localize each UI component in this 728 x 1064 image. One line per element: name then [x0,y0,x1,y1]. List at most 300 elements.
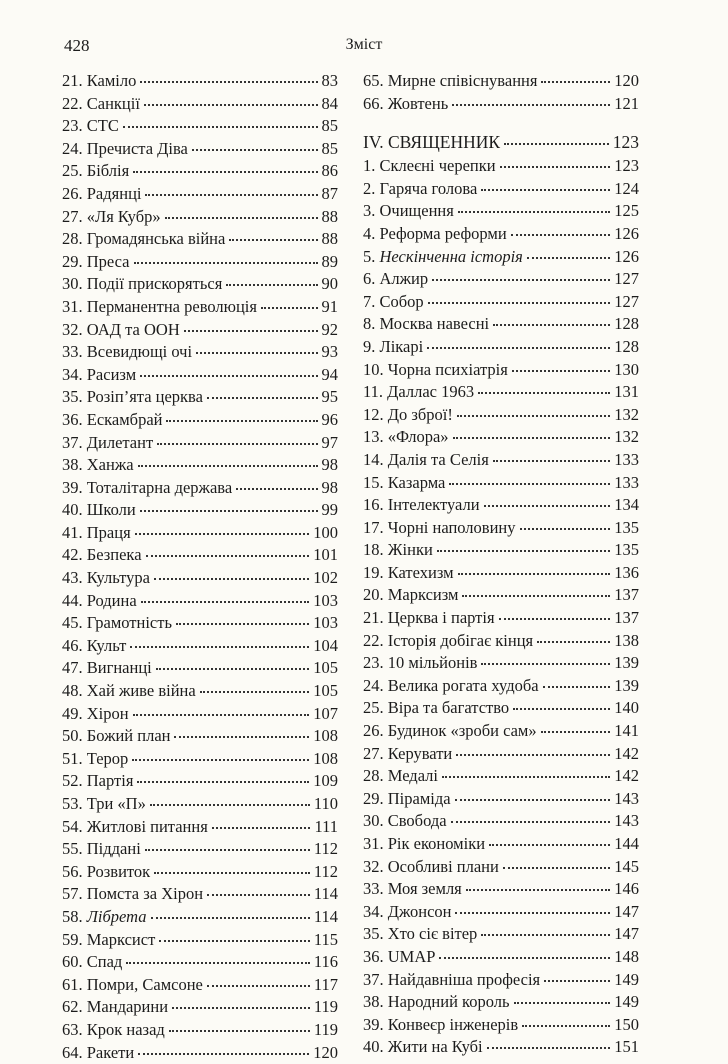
toc-entry [363,991,639,1014]
dot-leader [527,256,610,259]
dot-leader [439,956,610,959]
dot-leader [458,210,610,213]
dot-leader [144,103,318,106]
toc-entry [62,409,338,432]
entry-page: 140 [614,698,639,718]
dot-leader [481,933,610,936]
toc-entry [62,138,338,161]
italic-title-part: Нескінченна історія [379,246,523,266]
entry-page: 98 [321,477,338,497]
dot-leader [159,939,310,942]
dot-leader [138,1052,309,1055]
dot-leader [154,871,310,874]
dot-leader [432,278,610,281]
entry-page: 116 [313,952,338,972]
toc-entry [363,765,639,788]
dot-leader [458,572,611,575]
toc-entry [62,341,338,364]
dot-leader [537,640,610,643]
dot-leader [141,600,310,603]
dot-leader [520,527,611,530]
entry-title: 56. Розвиток [62,861,151,881]
dot-leader [169,1029,310,1032]
dot-leader [493,459,610,462]
toc-entry [62,544,338,567]
entry-page: 108 [313,726,338,746]
entry-title: 61. Помри, Самсоне [62,974,203,994]
entry-page: 109 [313,771,338,791]
entry-title: 29. Преса [62,251,130,271]
entry-page: 131 [614,382,639,402]
entry-page: 103 [313,590,338,610]
entry-title: 2. Гаряча голова [363,178,478,198]
entry-page: 99 [321,500,338,520]
entry-page: 143 [614,811,639,831]
entry-title: 40. Школи [62,500,136,520]
dot-leader [455,911,610,914]
dot-leader [196,351,317,354]
dot-leader [466,888,610,891]
dot-leader [123,125,318,128]
dot-leader [132,758,309,761]
dot-leader [428,301,611,304]
entry-title: 33. Моя земля [363,879,462,899]
entry-page: 127 [614,291,639,311]
entry-page: 141 [614,721,639,741]
toc-entry [62,906,338,929]
entry-title: 27. Керувати [363,743,453,763]
dot-leader [229,238,317,241]
entry-page: 137 [614,585,639,605]
toc-entry [62,70,338,93]
toc-entry [363,494,639,517]
entry-page: 139 [614,675,639,695]
toc-column-left [62,70,338,1064]
toc-entry [363,472,639,495]
dot-leader [134,261,318,264]
entry-title: 49. Хірон [62,703,129,723]
dot-leader [457,414,610,417]
entry-title: 4. Реформа реформи [363,223,507,243]
toc-entry [363,426,639,449]
entry-page: 115 [313,929,338,949]
toc-entry [62,725,338,748]
entry-page: 84 [321,93,338,113]
toc-entry [363,539,639,562]
running-title: Зміст [345,36,383,53]
toc-entry [363,359,639,382]
toc-entry [363,901,639,924]
entry-title: 14. Далія та Селія [363,449,489,469]
entry-page: 88 [321,229,338,249]
dot-leader [513,707,610,710]
entry-title: 58. Лібрета [62,906,147,926]
entry-title: 35. Хто сіє вітер [363,924,478,944]
entry-title: 26. Радянці [62,183,142,203]
entry-page: 135 [614,517,639,537]
toc-entry [363,449,639,472]
entry-page: 112 [313,839,338,859]
entry-page: 112 [313,861,338,881]
toc-entry [62,635,338,658]
entry-title: 23. 10 мільйонів [363,653,478,673]
dot-leader [138,464,318,467]
entry-page: 128 [614,314,639,334]
entry-title: 18. Жінки [363,540,433,560]
entry-title: 34. Расизм [62,364,137,384]
toc-entry [62,228,338,251]
entry-page: 125 [614,201,639,221]
dot-leader [512,369,610,372]
toc-entry [363,969,639,992]
entry-page: 130 [614,359,639,379]
entry-page: 144 [614,834,639,853]
dot-leader [166,419,317,422]
dot-leader [146,554,310,557]
entry-title: 17. Чорні наполовину [363,517,516,537]
toc-entry [363,246,639,269]
entry-title: 29. Піраміда [363,788,451,808]
entry-page: 104 [313,635,338,655]
dot-leader [427,346,610,349]
toc-entry [363,313,639,336]
toc-entry [62,160,338,183]
toc-entry [62,1019,338,1042]
dot-leader [261,306,318,309]
entry-title: 64. Ракети [62,1042,135,1062]
entry-title: 28. Громадянська війна [62,229,226,249]
entry-page: 94 [321,364,338,384]
entry-title: 33. Всевидющі очі [62,342,193,362]
dot-leader [451,820,611,823]
dot-leader [478,391,610,394]
dot-leader [174,735,309,738]
entry-title: 24. Велика рогата худоба [363,675,539,695]
toc-entry [363,381,639,404]
toc-entry [62,296,338,319]
entry-page: 121 [614,93,639,113]
toc-entry [363,291,639,314]
toc-entry [62,115,338,138]
entry-title: 65. Мирне співіснування [363,71,538,90]
dot-leader [165,216,318,219]
toc-entry [62,680,338,703]
dot-leader [456,753,610,756]
dot-leader [437,549,610,552]
toc-entry [62,93,338,116]
dot-leader [453,436,611,439]
toc-entry [62,838,338,861]
dot-leader [442,775,610,778]
entry-page: 89 [321,251,338,271]
dot-leader [137,780,309,783]
toc-entry [363,946,639,969]
entry-page: 100 [313,522,338,542]
dot-leader [503,866,610,869]
entry-title: 5. Нескінченна історія [363,246,523,266]
entry-title: 30. Події прискоряться [62,274,223,294]
entry-title: 15. Казарма [363,472,446,492]
entry-title: 66. Жовтень [363,93,449,113]
toc-entry [363,200,639,223]
toc-entry [62,657,338,680]
dot-leader [140,509,318,512]
toc-entry [62,319,338,342]
entry-page: 119 [313,1019,338,1039]
toc-entry [363,1014,639,1037]
entry-title: 27. «Ля Кубр» [62,206,161,226]
entry-title: 6. Алжир [363,269,429,289]
entry-page: 103 [313,613,338,633]
dot-leader [541,730,611,733]
toc-entry [62,1042,338,1064]
entry-page: 97 [321,432,338,452]
toc-entry [62,770,338,793]
entry-page: 126 [614,223,639,243]
entry-title: 51. Терор [62,748,129,768]
dot-leader [514,1001,611,1004]
toc-right-top-group [363,70,639,115]
entry-title: 11. Даллас 1963 [363,382,475,402]
toc-entry [62,951,338,974]
entry-title: 31. Рік економіки [363,834,486,853]
entry-title: 43. Культура [62,568,150,588]
entry-title: 63. Крок назад [62,1019,165,1039]
toc-entry [62,432,338,455]
dot-leader [449,482,610,485]
dot-leader [541,80,610,83]
dot-leader [135,532,310,535]
entry-title: 36. UMAP [363,946,436,966]
entry-page: 120 [313,1042,338,1062]
entry-page: 93 [321,342,338,362]
entry-title: 32. Особливі плани [363,856,499,876]
toc-entry [363,856,639,879]
dot-leader [130,645,309,648]
entry-page: 114 [313,906,338,926]
dot-leader [236,487,317,490]
entry-title: 42. Безпека [62,545,142,565]
toc-entry [363,223,639,246]
entry-page: 96 [321,409,338,429]
entry-page: 145 [614,856,639,876]
entry-page: 85 [321,138,338,158]
entry-page: 148 [614,946,639,966]
toc-entry [363,336,639,359]
toc-entry [363,562,639,585]
entry-page: 134 [614,495,639,515]
entry-page: 87 [321,183,338,203]
italic-title-part: Лібрета [86,906,147,926]
entry-page: 101 [313,545,338,565]
entry-page: 120 [614,71,639,90]
toc-entry [62,567,338,590]
entry-title: 38. Ханжа [62,455,134,475]
toc-entry [62,816,338,839]
dot-leader [207,396,318,399]
entry-page: 139 [614,653,639,673]
entry-title: 38. Народний король [363,992,510,1012]
toc-entry [62,861,338,884]
dot-leader [481,662,610,665]
dot-leader [176,622,309,625]
page-number: 428 [64,36,90,55]
dot-leader [126,961,310,964]
entry-title: 26. Будинок «зроби сам» [363,721,537,741]
entry-title: 7. Собор [363,291,424,311]
entry-title: 36. Ескамбрай [62,409,163,429]
entry-page: 105 [313,658,338,678]
dot-leader [184,329,318,332]
entry-title: 28. Медалі [363,766,438,786]
entry-page: 92 [321,319,338,339]
toc-entry [62,522,338,545]
dot-leader [151,916,310,919]
toc-entry [62,273,338,296]
toc-entry [62,499,338,522]
dot-leader [145,848,310,851]
toc-entry [363,720,639,743]
toc-entry [363,788,639,811]
entry-title: 21. Церква і партія [363,608,495,628]
entry-title: 19. Катехизм [363,562,454,582]
entry-page: 135 [614,540,639,560]
dot-leader [133,713,310,716]
entry-page: 88 [321,206,338,226]
toc-entry [62,386,338,409]
entry-page: 117 [313,974,338,994]
dot-leader [481,188,610,191]
entry-title: 25. Віра та багатство [363,698,510,718]
toc-entry [363,878,639,901]
entry-title: 13. «Флора» [363,427,449,447]
toc-entry [363,630,639,653]
entry-page: 132 [614,427,639,447]
dot-leader [192,148,318,151]
toc-entry [62,929,338,952]
entry-title: 12. До зброї! [363,404,453,424]
toc-entry [363,70,639,93]
entry-page: 136 [614,562,639,582]
entry-title: 62. Мандарини [62,997,169,1017]
dot-leader [511,233,611,236]
entry-page: 111 [314,816,338,836]
entry-title: 10. Чорна психіатрія [363,359,508,379]
entry-page: 147 [614,901,639,921]
entry-page: 90 [321,274,338,294]
toc-entry [363,268,639,291]
toc-entry [62,206,338,229]
entry-page: 132 [614,404,639,424]
entry-title: 23. СТС [62,116,119,136]
entry-page: 150 [614,1014,639,1034]
dot-leader [157,442,317,445]
entry-page: 85 [321,116,338,136]
entry-page: 133 [614,449,639,469]
toc-right-list [363,155,639,1059]
toc-entry [363,833,639,856]
toc-entry [363,810,639,833]
entry-title: 20. Марксизм [363,585,459,605]
dot-leader [544,979,610,982]
entry-page: 149 [614,969,639,989]
toc-entry [363,584,639,607]
toc-entry [363,178,639,201]
toc-entry [363,652,639,675]
entry-page: 102 [313,568,338,588]
entry-title: 39. Конвеєр інженерів [363,1014,519,1034]
toc-entry [62,883,338,906]
entry-page: 123 [614,156,639,176]
entry-title: 39. Тоталітарна держава [62,477,233,497]
toc-entry [62,477,338,500]
toc-entry [363,517,639,540]
toc-entry [363,404,639,427]
entry-page: 107 [313,703,338,723]
toc-entry [62,703,338,726]
entry-page: 147 [614,924,639,944]
entry-page: 105 [313,681,338,701]
entry-page: 137 [614,608,639,628]
entry-title: 37. Найдавніша професія [363,969,541,989]
entry-title: 9. Лікарі [363,336,424,356]
entry-page: 133 [614,472,639,492]
entry-page: 114 [313,884,338,904]
dot-leader [504,142,609,145]
entry-page: 95 [321,387,338,407]
entry-page: 119 [313,997,338,1017]
toc-entry [363,155,639,178]
dot-leader [484,504,611,507]
entry-page: 127 [614,269,639,289]
part-title: IV. СВЯЩЕННИК [363,132,501,153]
entry-title: 37. Дилетант [62,432,154,452]
toc-entry [363,93,639,116]
page-header [64,36,664,60]
entry-title: 52. Партія [62,771,134,791]
dot-leader [499,617,611,620]
entry-page: 138 [614,630,639,650]
dot-leader [487,1046,611,1049]
dot-leader [207,893,310,896]
entry-page: 128 [614,336,639,356]
dot-leader [154,577,309,580]
dot-leader [150,803,310,806]
dot-leader [140,80,317,83]
toc-entry [62,251,338,274]
dot-leader [522,1024,610,1027]
entry-title: 59. Марксист [62,929,156,949]
entry-page: 110 [313,794,338,813]
toc-entry [62,183,338,206]
entry-page: 91 [321,296,338,316]
entry-page: 86 [321,161,338,181]
entry-title: 55. Піддані [62,839,141,859]
dot-leader [207,984,310,987]
dot-leader [543,685,611,688]
part-page: 123 [612,132,639,153]
entry-title: 57. Помста за Хірон [62,884,204,904]
entry-title: 47. Вигнанці [62,658,152,678]
entry-title: 53. Три «П» [62,794,146,813]
entry-title: 44. Родина [62,590,137,610]
toc-entry [62,590,338,613]
dot-leader [500,165,611,168]
entry-title: 54. Житлові питання [62,816,208,836]
toc-entry [62,974,338,997]
toc-column-right [363,70,639,1059]
entry-title: 22. Історія добігає кінця [363,630,534,650]
